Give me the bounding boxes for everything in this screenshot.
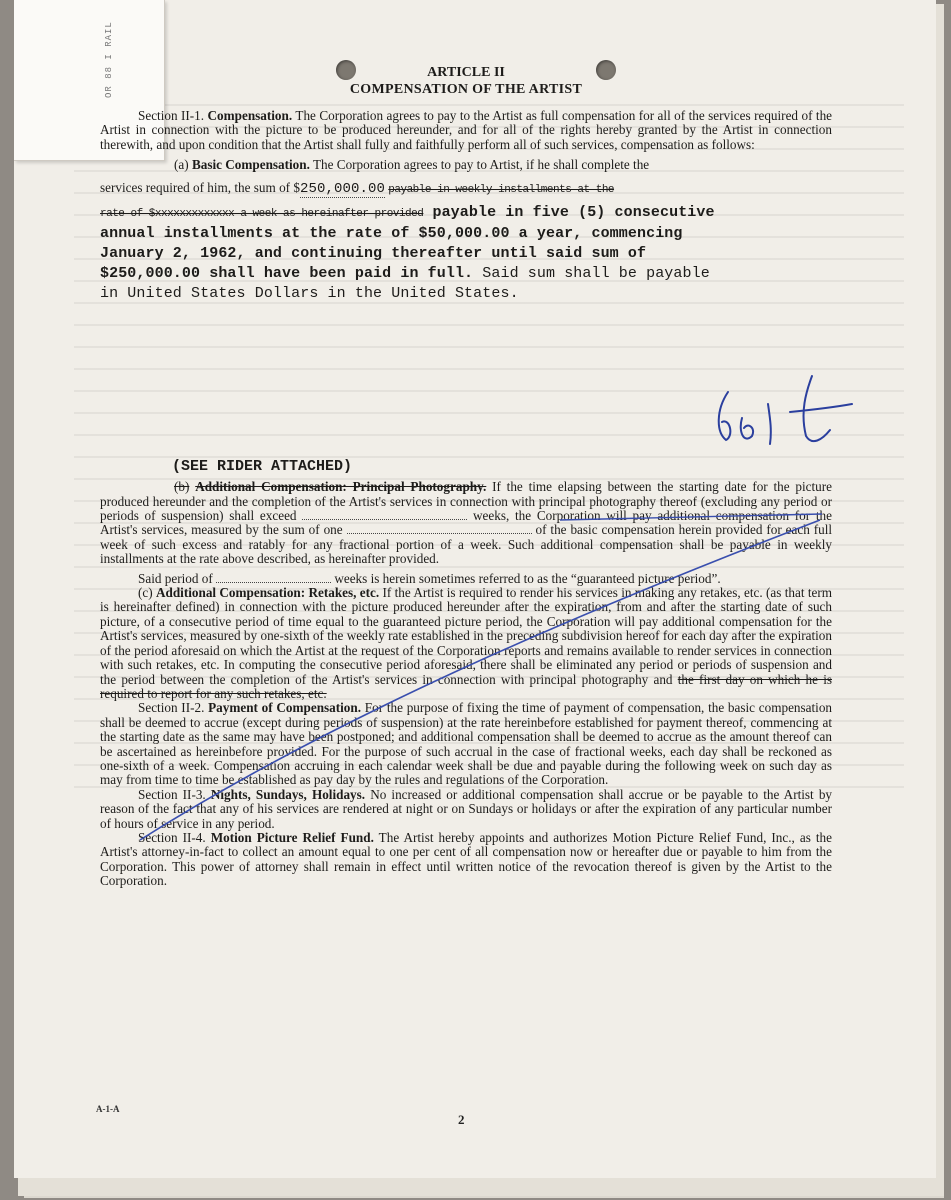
subsection-label: (c) — [138, 585, 153, 601]
subsection-title: Additional Compensation: Retakes, etc. — [155, 585, 380, 601]
subsection-title: Basic Compensation. — [191, 157, 310, 173]
cancel-line — [140, 520, 820, 840]
typed-line: in United States Dollars in the United States. — [100, 285, 519, 303]
struck-text: the first day on which he is required to report for any such retakes, etc. — [100, 671, 832, 701]
sum-amount: 250,000.00 — [299, 181, 385, 198]
section-title: Nights, Sundays, Holidays. — [210, 786, 366, 802]
subsection-text: If the Artist is required to render his services in making any retakes, etc. (as that term is hereinafter defined) in connection with the picture produced hereunder after the expiration, from and after the starting date of such picture, of a consecutive period of time equal to the guaranteed picture period, the Corporation will pay additional compensation for the Artist's services, measured by one-sixth of the weekly rate established in the preceding subdivision hereof for each day after the expiration of the period aforesaid on which the Artist at the request of the Corporation reports and remains available to render services in connection with such retakes, etc. In computing the consecutive period aforesaid, there shall be eliminated any period or periods of suspension and the period between the completion of the Artist's services in connection with principal photography and — [100, 585, 833, 687]
typed-line: $250,000.00 shall have been paid in full. — [100, 265, 474, 283]
section-number: Section II-2. — [138, 700, 205, 716]
section-text: The Artist hereby appoints and authorizes Motion Picture Relief Fund, Inc., as the Artist's attorney-in-fact to collect an amount equal to one per cent of all compensation now or hereafter due or payable to him from the Corporation. This power of attorney shall remain in effect until written notice of the revocation thereof is given by the Artist to the Corporation. — [100, 829, 832, 889]
subsection-text: weeks, the Corporation will pay additional compensation for the Artist's services, measured by the sum of one — [100, 508, 832, 538]
rider-note: (SEE RIDER ATTACHED) — [172, 458, 353, 476]
struck-text: rate of $xxxxxxxxxxxxx a week as hereinafter provided — [100, 208, 424, 221]
subsection-text: Said period of — [138, 570, 213, 586]
subsection-text: The Corporation agrees to pay to Artist, if he shall complete the — [312, 157, 650, 173]
cancel-line — [560, 514, 822, 520]
index-tab-label: OR 88 I RAIL — [104, 21, 114, 98]
article-subtitle: COMPENSATION OF THE ARTIST — [349, 82, 583, 97]
section-title: Motion Picture Relief Fund. — [210, 829, 374, 845]
subsection-text: If the time elapsing between the starting date for the picture produced hereunder and the completion of the Artist's services in connection with principal photography thereof (excluding any period or periods of suspension) shall exceed — [100, 479, 833, 524]
section-title: Compensation. — [207, 108, 293, 123]
section-text: The Corporation agrees to pay to the Artist as full compensation for all of the services required of the Artist in connection with the picture to be produced hereunder, and for all of the rights hereby granted by the Artist in connection therewith, and upon condition that the Artist shall fully and faithfully perform all of such services, compensation as follows: — [100, 108, 833, 152]
subsection-title: Additional Compensation: Principal Photography. — [195, 479, 487, 495]
subsection-label: (b) — [174, 479, 190, 495]
sum-label: services required of him, the sum of $ — [100, 180, 300, 196]
struck-text: payable in weekly installments at the — [388, 184, 615, 197]
page-number: 2 — [458, 1112, 465, 1127]
section-text: No increased or additional compensation shall accrue or be payable to the Artist by reason of the fact that any of his services are rendered at night or on Sundays or holidays or after the expiration of any particular number of hours of service in any period. — [100, 786, 833, 831]
typed-line: January 2, 1962, and continuing thereafter until said sum of — [100, 245, 647, 263]
subsection-text: of the basic compensation herein provided for each full week of such excess and ratably for any fractional portion of a week. Such additional compensation shall be payable in weekly installments at the rate above described, as hereinafter provided. — [100, 522, 833, 567]
initials-signature — [719, 376, 852, 444]
subsection-text: weeks is herein sometimes referred to as the “guaranteed picture period”. — [334, 570, 721, 586]
section-number: Section II-1. — [138, 108, 205, 123]
section-title: Payment of Compensation. — [208, 700, 362, 716]
form-code: A-1-A — [96, 1104, 120, 1114]
typed-line: payable in five (5) consecutive — [432, 204, 715, 222]
article-title: ARTICLE II — [427, 65, 505, 80]
subsection-label: (a) — [174, 157, 189, 173]
typed-line: Said sum shall be payable — [482, 265, 710, 283]
section-text: For the purpose of fixing the time of payment of compensation, the basic compensation shall be deemed to accrue (except during periods of suspension) at the rate hereinbefore established for payment thereof, commencing at the starting date as the same may have been postponed; and additional compensation shall be deemed to accrue as the amount thereof can be ascertained as hereinbefore provided. For the purpose of such accrual in the case of fractional weeks, each day shall be reckoned as one-sixth of a week. Compensation accruing in each calendar week shall be due and payable during the following week on such day as may from time to time be established as pay day by the rules and regulations of the Corporation. — [100, 700, 833, 788]
section-number: Section II-3. — [138, 786, 206, 802]
typed-line: annual installments at the rate of $50,000.00 a year, commencing — [100, 225, 683, 243]
section-number: Section II-4. — [138, 829, 206, 845]
